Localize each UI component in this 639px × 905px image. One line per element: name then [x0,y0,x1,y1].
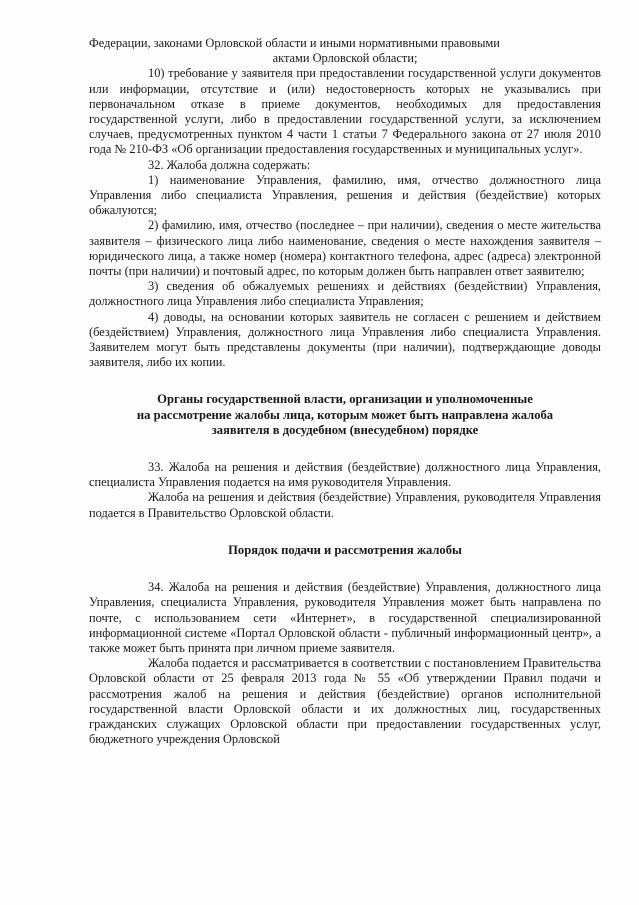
clause-32-heading: 32. Жалоба должна содержать: [148,157,311,172]
spacer [89,521,601,543]
section-heading-authorities-line-2: на рассмотрение жалобы лица, которым может быть направлена жалоба [136,407,554,422]
document-body [89,36,601,747]
spacer [89,370,601,392]
intro-paragraph: Федерации, законами Орловской области и иными нормативными правовыми [89,36,500,50]
section-heading-authorities-line-1: Органы государственной власти, организации и уполномоченные [157,392,533,407]
clause-32-item-1: 1) наименование Управления, фамилию, имя, отчество должностного лица Управления либо специалиста Управления, решения и действия (бездействие) которых обжалуются; [89,172,601,218]
spacer [89,558,601,580]
clause-34-paragraph-2: Жалоба подается и рассматривается в соответствии с постановлением Правительства Орловской области от 25 февраля 2013 года № 55 «Об утверждении Правил подачи и рассмотрения жалоб на решения и действия (бездействие) органов исполнительной государственной власти Орловской области и их должностных лиц, государственных гражданских служащих Орловской области при предоставлении государственных услуг, бюджетного учреждения Орловской [89,656,601,747]
clause-33-paragraph-2: Жалоба на решения и действия (бездействие) Управления, руководителя Управления подается в Правительство Орловской области. [89,490,601,520]
intro-paragraph-end: актами Орловской области; [272,51,418,66]
clause-32-item-3: 3) сведения об обжалуемых решениях и действиях (бездействии) Управления, должностного лица Управления либо специалиста Управления; [89,279,601,309]
section-heading-procedure: Порядок подачи и рассмотрения жалобы [228,542,462,557]
clause-33-paragraph: 33. Жалоба на решения и действия (бездействие) должностного лица Управления, специалиста Управления подается на имя руководителя Управления. [89,460,601,490]
clause-34-paragraph: 34. Жалоба на решения и действия (бездействие) Управления, должностного лица Управления, специалиста Управления, руководителя Управления может быть направлена по почте, с использованием сети «Интернет», в государственной специализированной информационной системе «Портал Орловской области - публичный информационный центр», а также может быть принята при личном приеме заявителя. [89,580,601,655]
clause-32-item-2: 2) фамилию, имя, отчество (последнее – при наличии), сведения о месте жительства заявителя – физического лица либо наименование, сведения о месте нахождения заявителя – юридического лица, а также номер (номера) контактного телефона, адрес (адреса) электронной почты (при наличии) и почтовый адрес, по которым должен быть направлен ответ заявителю; [89,218,601,279]
spacer [89,438,601,460]
clause-32-item-4: 4) доводы, на основании которых заявитель не согласен с решением и действием (бездействием) Управления, должностного лица Управления либо специалиста Управления. Заявителем могут быть представлены документы (при наличии), подтверждающие доводы заявителя, либо их копии. [89,309,601,370]
item-10-paragraph: 10) требование у заявителя при предоставлении государственной услуги документов или информации, отсутствие и (или) недостоверность которых не указывались при первоначальном отказе в приеме документов, необходимых для предоставления государственной услуги, либо в предоставлении государственной услуги, за исключением случаев, предусмотренных пунктом 4 части 1 статьи 7 Федерального закона от 27 июля 2010 года № 210-ФЗ «Об организации предоставления государственных и муниципальных услуг». [89,66,601,157]
section-heading-authorities-line-3: заявителя в досудебном (внесудебном) порядке [211,422,479,437]
